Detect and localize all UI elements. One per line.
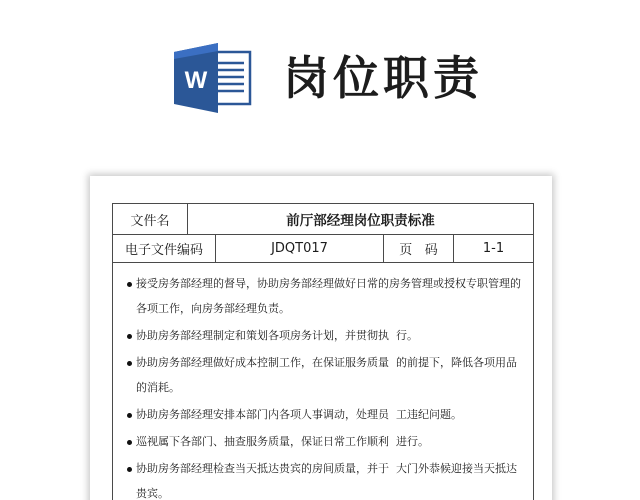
file-code-value: JDQT017 (271, 241, 328, 256)
page-title: 岗位职责 (283, 51, 483, 105)
page-number-value: 1-1 (482, 241, 505, 256)
row-divider (113, 262, 533, 263)
duty-text: 接受房务部经理的督导，协助房务部经理做好日常的房务管理或授权专职管理的各项工作，向房务部经理负责。 (136, 277, 521, 315)
list-item (113, 456, 533, 500)
duty-text: 协助房务部经理安排本部门内各项人事调动，处理员 工违纪问题。 (136, 408, 462, 421)
duty-text: 巡视属下各部门、抽查服务质量，保证日常工作顺利 进行。 (136, 435, 429, 448)
logo-letter: W (184, 67, 208, 94)
list-item (113, 323, 533, 348)
bullet-icon (127, 413, 132, 418)
bullet-icon (127, 282, 132, 287)
bullet-icon (127, 361, 132, 366)
file-name-value: 前厅部经理岗位职责标准 (286, 213, 435, 229)
bullet-icon (127, 467, 132, 472)
document-sheet (90, 176, 552, 500)
bullet-icon (127, 334, 132, 339)
list-item (113, 271, 533, 321)
page-number-label: 页 码 (399, 243, 438, 258)
bullet-icon (127, 440, 132, 445)
word-document-icon (172, 43, 254, 113)
duty-text: 协助房务部经理检查当天抵达贵宾的房间质量，并于 大门外恭候迎接当天抵达贵宾。 (136, 462, 517, 500)
list-item (113, 402, 533, 427)
duty-text: 协助房务部经理制定和策划各项房务计划，并贯彻执 行。 (136, 329, 418, 342)
duties-list (113, 265, 533, 500)
file-name-label: 文件名 (130, 213, 170, 229)
duty-text: 协助房务部经理做好成本控制工作，在保证服务质量 的前提下，降低各项用品的消耗。 (136, 356, 517, 394)
job-description-table (112, 203, 534, 500)
list-item (113, 429, 533, 454)
list-item (113, 350, 533, 400)
file-code-label: 电子文件编码 (124, 243, 203, 258)
